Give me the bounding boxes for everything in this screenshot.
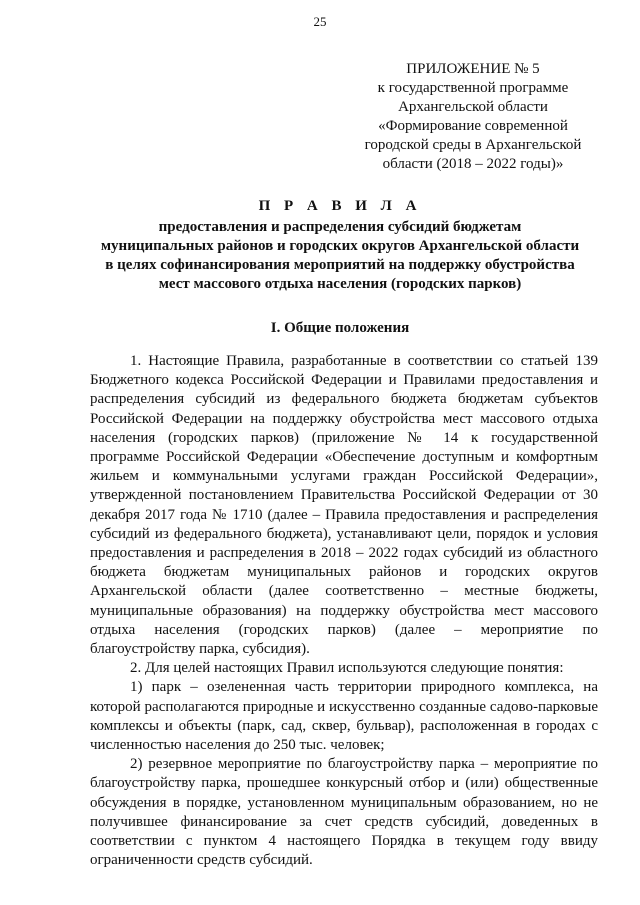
document-subtitle (60, 218, 620, 294)
appendix-line: области (2018 – 2022 годы)» (382, 156, 564, 172)
page-number: 25 (313, 14, 327, 29)
subtitle-line: предоставления и распределения субсидий бюджетам (158, 219, 522, 235)
subtitle-line: мест массового отдыха населения (городских парков) (158, 276, 522, 292)
appendix-line: «Формирование современной (378, 118, 568, 134)
body-text (90, 352, 598, 870)
subtitle-line: муниципальных районов и городских округов Архангельской области (100, 238, 580, 254)
document-title-block (60, 197, 620, 294)
section-heading: I. Общие положения (270, 320, 410, 336)
paragraph: 2) резервное мероприятие по благоустройству парка – мероприятие по благоустройству парка, прошедшее конкурсный отбор и (или) общественные обсуждения в порядке, установленном муниципальным образованием, но не получившее финансирование за счет средств субсидий, доведенных в соответствии с пунктом 4 настоящего Порядка в текущем году ввиду ограниченности средств субсидий. (90, 756, 598, 869)
paragraph: 1) парк – озелененная часть территории природного комплекса, на которой располагаются природные и искусственно созданные садово-парковые комплексы и объекты (парк, сад, сквер, бульвар), расположенная в городах с численностью населения до 250 тыс. человек; (90, 679, 598, 754)
document-title: П Р А В И Л А (258, 198, 422, 214)
appendix-line: к государственной программе (377, 80, 569, 96)
appendix-line: ПРИЛОЖЕНИЕ № 5 (406, 61, 540, 77)
appendix-line: городской среды в Архангельской (364, 137, 582, 153)
subtitle-line: в целях софинансирования мероприятий на поддержку обустройства (105, 257, 575, 273)
paragraph: 2. Для целей настоящих Правил используются следующие понятия: (130, 660, 564, 677)
paragraph: 1. Настоящие Правила, разработанные в соответствии со статьей 139 Бюджетного кодекса Российской Федерации и Правилами предоставления и распределения субсидий из федерального бюджета бюджетам субъектов Российской Федерации на поддержку обустройства мест массового отдыха населения (городских парков) (приложение № 14 к государственной программе Российской Федерации «Обеспечение доступным и комфортным жильем и коммунальными услугами граждан Российской Федерации», утвержденной постановлением Правительства Российской Федерации от 30 декабря 2017 года № 1710 (далее – Правила предоставления и распределения субсидий из федерального бюджета), устанавливают цели, порядок и условия предоставления и распределения в 2018 – 2022 годах субсидий из областного бюджета бюджетам муниципальных районов и городских округов Архангельской области (далее соответственно – местные бюджеты, муниципальные образования) на поддержку обустройства мест массового отдыха населения (городских парков) (далее – мероприятие по благоустройству парка, субсидия). (90, 353, 598, 658)
appendix-line: Архангельской области (398, 99, 548, 115)
appendix-note (360, 60, 586, 174)
